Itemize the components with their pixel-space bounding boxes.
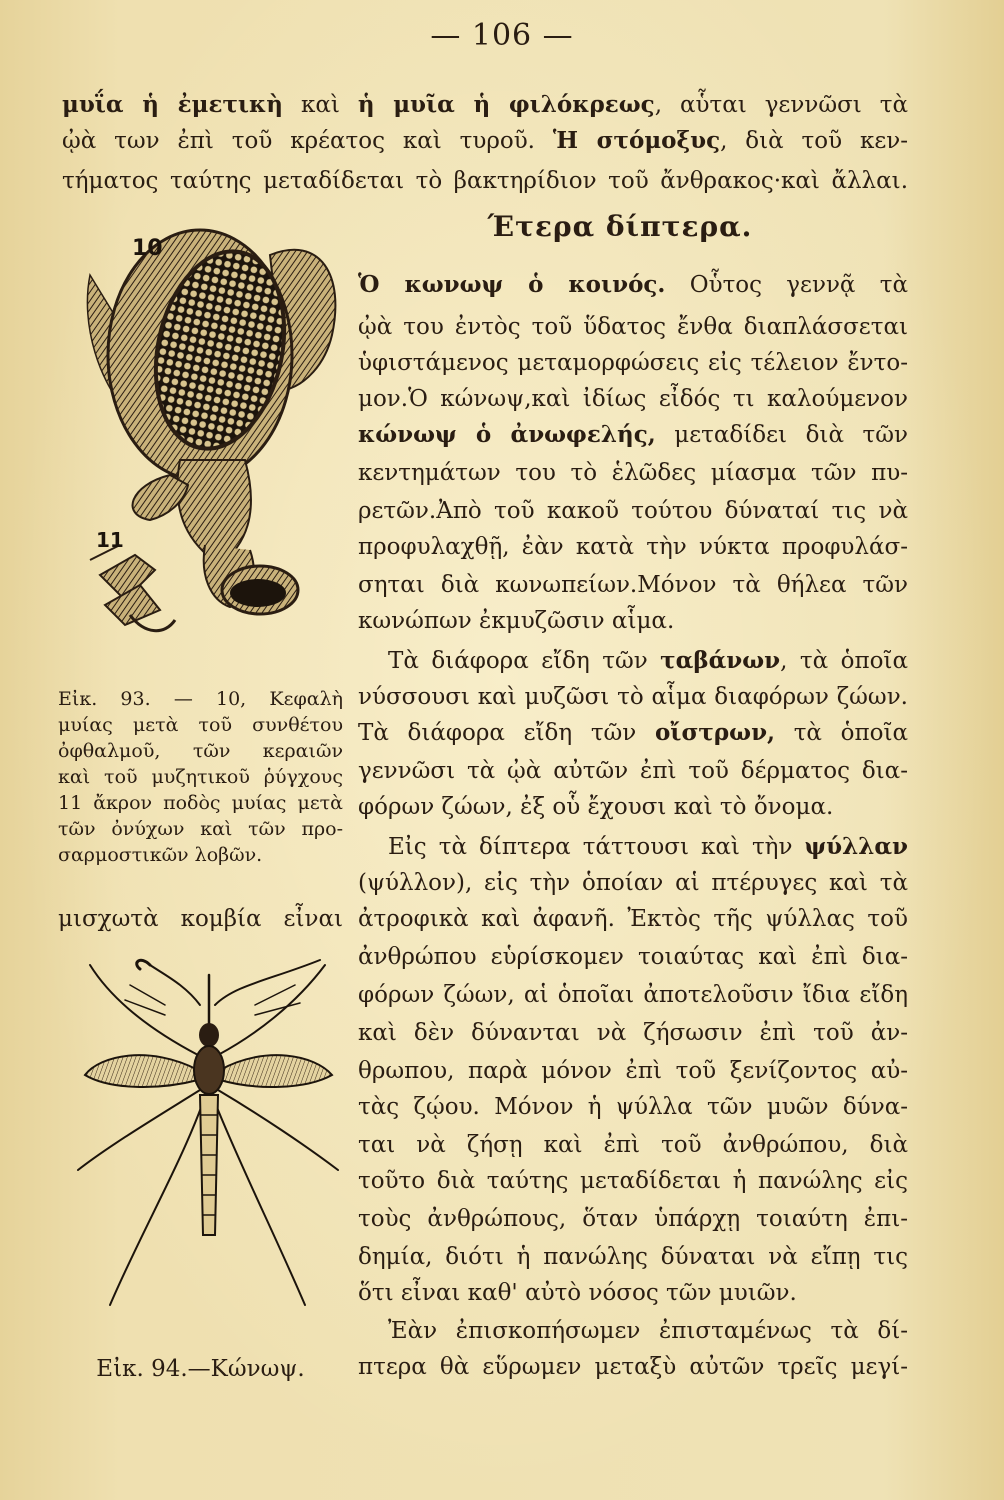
text-line: ὑφιστάμενος μεταμορφώσεις εἰς τέλειον ἔντο- [358,350,908,376]
text-line: καὶ δὲν δύνανται νὰ ζήσωσιν ἐπὶ τοῦ ἀν- [358,1020,908,1046]
mosquito-thorax [194,1046,224,1094]
text-line: Ὁ κωνωψ ὁ κοινός. Οὗτος γεννᾷ τὰ [358,271,908,298]
figure-label-11: 11 [96,528,124,552]
text-line: φόρων ζώων, ἐξ οὗ ἔχουσι καὶ τὸ ὄνομα. [358,794,834,820]
section-heading: Έτερα δίπτερα. [487,210,753,243]
text-line: μον.Ὁ κώνωψ,καὶ ἰδίως εἶδός τι καλούμενον [358,386,908,412]
figure-94-caption: Εἰκ. 94.—Κώνωψ. [96,1356,305,1382]
text-line: θρωπου, παρὰ μόνον ἐπὶ τοῦ ξενίζοντος αὐ- [358,1058,908,1084]
figure-93-caption-line: Εἰκ. 93. — 10, Κεφαλὴ [58,688,343,710]
figure-94-mosquito [70,945,345,1345]
figure-93-caption-line: μυίας μετὰ τοῦ συνθέτου [58,714,343,736]
figure-93-caption-line: ὀφθαλμοῦ, τῶν κεραιῶν [58,740,343,762]
text-line: προφυλαχθῇ, ἐὰν κατὰ τὴν νύκτα προφυλάσ- [358,534,908,560]
mosquito-right-wing [220,1055,332,1087]
text-line: δημία, διότι ἡ πανώλης δύναται νὰ εἴπῃ τις [358,1244,908,1270]
text-line: ἀτροφικὰ καὶ ἀφανῆ. Ἐκτὸς τῆς ψύλλας τοῦ [358,906,908,932]
text-line: ρετῶν.Ἀπὸ τοῦ κακοῦ τούτου δύναταί τις νὰ [358,498,908,524]
text-line: φόρων ζώων, αἱ ὁποῖαι ἀποτελοῦσιν ἴδια εἴδη [358,982,908,1008]
text-line: κεντημάτων του τὸ ἑλῶδες μίασμα τῶν πυ- [358,460,908,486]
figure-93-caption-line: σαρμοστικῶν λοβῶν. [58,844,263,866]
text-line: νύσσουσι καὶ μυζῶσι τὸ αἷμα διαφόρων ζώων. [358,684,908,710]
figure-93-caption-line: τῶν ὀνύχων καὶ τῶν προ- [58,818,343,840]
figure-93-caption-line: 11 ἄκρον ποδὸς μυίας μετὰ [58,792,343,814]
mosquito-abdomen [200,1095,218,1235]
mosquito-head [199,1023,219,1047]
text-line: ᾠὰ των ἐπὶ τοῦ κρέατος καὶ τυροῦ. Ἡ στόμοξυς, διὰ τοῦ κεν- [62,127,908,154]
text-line: μυΐα ἡ ἐμετικὴ καὶ ἡ μυῖα ἡ φιλόκρεως, αὗται γεννῶσι τὰ [62,91,908,118]
text-line: Εἰς τὰ δίπτερα τάττουσι καὶ τὴν ψύλλαν [388,833,908,860]
figure-93-caption-line: καὶ τοῦ μυζητικοῦ ῥύγχους [58,766,343,788]
text-line: τήματος ταύτης μεταδίδεται τὸ βακτηρίδιον τοῦ ἄνθρακος·καὶ ἄλλαι. [62,168,908,194]
text-line: κωνώπων ἐκμυζῶσιν αἷμα. [358,608,675,634]
text-line: (ψύλλον), εἰς τὴν ὁποίαν αἱ πτέρυγες καὶ τὰ [358,870,908,896]
text-line: μισχωτὰ κομβία εἶναι [58,906,343,932]
text-line: ἀνθρώπου εὑρίσκομεν τοιαύτας καὶ ἐπὶ δια- [358,944,908,970]
text-line: γεννῶσι τὰ ᾠὰ αὐτῶν ἐπὶ τοῦ δέρματος δια- [358,758,908,784]
text-line: τοὺς ἀνθρώπους, ὅταν ὑπάρχῃ τοιαύτη ἐπι- [358,1206,908,1232]
page-number: — 106 — [430,18,574,53]
text-line: Τὰ διάφορα εἴδη τῶν ταβάνων, τὰ ὁποῖα [388,647,908,674]
text-line: Ἐὰν ἐπισκοπήσωμεν ἐπισταμένως τὰ δί- [388,1318,908,1344]
text-line: τὰς ζῴου. Μόνον ἡ ψύλλα τῶν μυῶν δύνα- [358,1094,908,1120]
text-line: ὅτι εἶναι καθ' αὐτὸ νόσος τῶν μυιῶν. [358,1280,797,1306]
text-line: ᾠὰ του ἐντὸς τοῦ ὕδατος ἔνθα διαπλάσσεται [358,314,908,340]
figure-label-10: 10 [132,236,163,261]
text-line: ται νὰ ζήσῃ καὶ ἐπὶ τοῦ ἀνθρώπου, διὰ [358,1132,908,1158]
fly-foot [90,545,175,631]
text-line: πτερα θὰ εὕρωμεν μεταξὺ αὐτῶν τρεῖς μεγί- [358,1354,908,1380]
figure-93-fly-head [70,215,350,675]
mosquito-left-wing [85,1055,198,1087]
text-line: τοῦτο διὰ ταύτης μεταδίδεται ἡ πανώλης εἰς [358,1168,908,1194]
text-line: Τὰ διάφορα εἴδη τῶν οἴστρων, τὰ ὁποῖα [358,719,908,746]
text-line: κώνωψ ὁ ἀνωφελής, μεταδίδει διὰ τῶν [358,421,908,448]
text-line: σηται διὰ κωνωπείων.Μόνον τὰ θήλεα τῶν [358,572,908,598]
